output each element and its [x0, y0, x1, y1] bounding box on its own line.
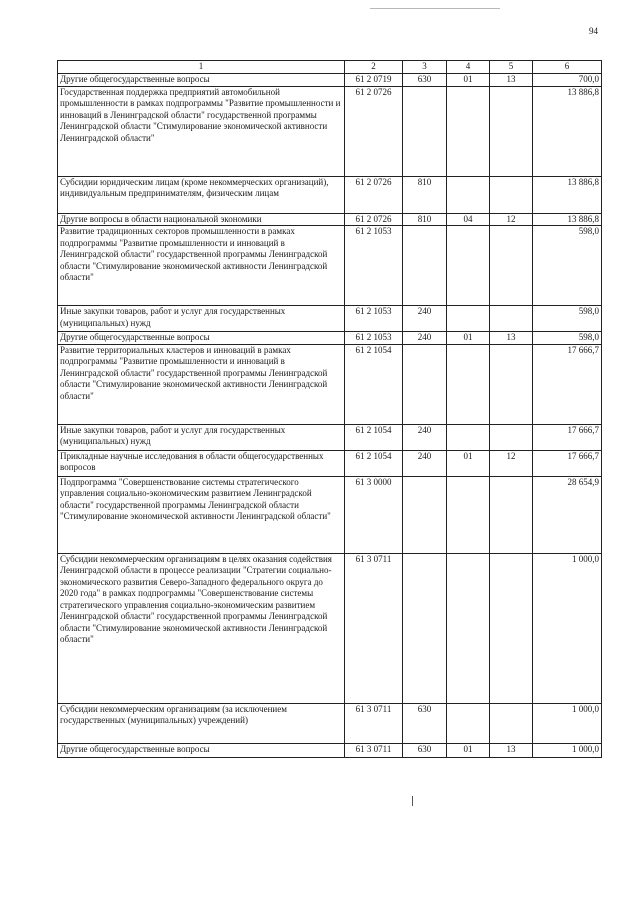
subsection-cell [490, 176, 533, 213]
code-cell: 61 3 0000 [345, 476, 403, 553]
table-row [58, 213, 602, 226]
section-cell [447, 176, 490, 213]
type-cell: 630 [403, 743, 447, 757]
type-cell: 810 [403, 213, 447, 226]
amount-cell: 1 000,0 [533, 553, 602, 703]
table-row [58, 476, 602, 553]
description-cell: Другие вопросы в области национальной экономики [58, 213, 345, 226]
description-cell: Другие общегосударственные вопросы [58, 332, 345, 345]
header-cell: 2 [345, 61, 403, 74]
amount-cell: 13 886,8 [533, 176, 602, 213]
amount-cell: 1 000,0 [533, 743, 602, 757]
type-cell [403, 344, 447, 424]
amount-cell: 598,0 [533, 306, 602, 332]
type-cell: 240 [403, 450, 447, 476]
amount-cell: 598,0 [533, 226, 602, 306]
code-cell: 61 2 0726 [345, 86, 403, 176]
section-cell [447, 553, 490, 703]
type-cell [403, 226, 447, 306]
section-cell: 04 [447, 213, 490, 226]
code-cell: 61 2 1054 [345, 424, 403, 450]
table-row [58, 74, 602, 87]
subsection-cell [490, 86, 533, 176]
table-row [58, 703, 602, 743]
type-cell [403, 86, 447, 176]
section-cell [447, 424, 490, 450]
section-cell [447, 476, 490, 553]
section-cell: 01 [447, 332, 490, 345]
amount-cell: 1 000,0 [533, 703, 602, 743]
subsection-cell: 13 [490, 332, 533, 345]
header-row [58, 61, 602, 74]
type-cell [403, 553, 447, 703]
description-cell: Государственная поддержка предприятий автомобильной промышленности в рамках подпрограммы "Развитие промышленности и инноваций в Ленинградской области" государственной программы Ленинградской области "Стимулирование экономической активности Ленинградской области" [58, 86, 345, 176]
header-cell: 6 [533, 61, 602, 74]
description-cell: Иные закупки товаров, работ и услуг для государственных (муниципальных) нужд [58, 424, 345, 450]
description-cell: Субсидии юридическим лицам (кроме некоммерческих организаций), индивидуальным предпринимателям, физическим лицам [58, 176, 345, 213]
amount-cell: 700,0 [533, 74, 602, 87]
description-cell: Субсидии некоммерческим организациям в целях оказания содействия Ленинградской области в процессе реализации "Стратегии социально-экономического развития Северо-Западного федерального округа до 2020 года" в рамках подпрограммы "Совершенствование системы стратегического управления социально-экономическим развитием Ленинградской области" государственной программы Ленинградской области "Стимулирование экономической активности Ленинградской области" [58, 553, 345, 703]
table-row [58, 424, 602, 450]
description-cell: Другие общегосударственные вопросы [58, 743, 345, 757]
code-cell: 61 2 0719 [345, 74, 403, 87]
type-cell: 630 [403, 703, 447, 743]
type-cell: 240 [403, 306, 447, 332]
section-cell [447, 86, 490, 176]
amount-cell: 17 666,7 [533, 344, 602, 424]
code-cell: 61 2 1054 [345, 450, 403, 476]
section-cell: 01 [447, 743, 490, 757]
section-cell: 01 [447, 450, 490, 476]
amount-cell: 13 886,8 [533, 86, 602, 176]
header-cell: 4 [447, 61, 490, 74]
code-cell: 61 2 0726 [345, 176, 403, 213]
table-row [58, 86, 602, 176]
subsection-cell [490, 306, 533, 332]
subsection-cell: 12 [490, 450, 533, 476]
subsection-cell [490, 344, 533, 424]
code-cell: 61 3 0711 [345, 553, 403, 703]
subsection-cell: 13 [490, 743, 533, 757]
amount-cell: 28 654,9 [533, 476, 602, 553]
table-row [58, 553, 602, 703]
top-rule [370, 8, 500, 9]
type-cell: 240 [403, 332, 447, 345]
table-row [58, 743, 602, 757]
amount-cell: 13 886,8 [533, 213, 602, 226]
subsection-cell [490, 703, 533, 743]
code-cell: 61 3 0711 [345, 703, 403, 743]
description-cell: Другие общегосударственные вопросы [58, 74, 345, 87]
type-cell: 240 [403, 424, 447, 450]
page-number: 94 [589, 26, 598, 36]
code-cell: 61 3 0711 [345, 743, 403, 757]
subsection-cell [490, 424, 533, 450]
code-cell: 61 2 1053 [345, 306, 403, 332]
header-cell: 1 [58, 61, 345, 74]
subsection-cell: 13 [490, 74, 533, 87]
description-cell: Прикладные научные исследования в области общегосударственных вопросов [58, 450, 345, 476]
subsection-cell: 12 [490, 213, 533, 226]
amount-cell: 17 666,7 [533, 424, 602, 450]
header-cell: 5 [490, 61, 533, 74]
section-cell [447, 306, 490, 332]
code-cell: 61 2 1053 [345, 226, 403, 306]
margin-mark [412, 796, 413, 806]
subsection-cell [490, 226, 533, 306]
table-row [58, 226, 602, 306]
table-row [58, 176, 602, 213]
section-cell [447, 344, 490, 424]
section-cell [447, 226, 490, 306]
type-cell [403, 476, 447, 553]
subsection-cell [490, 553, 533, 703]
section-cell [447, 703, 490, 743]
section-cell: 01 [447, 74, 490, 87]
header-cell: 3 [403, 61, 447, 74]
description-cell: Иные закупки товаров, работ и услуг для государственных (муниципальных) нужд [58, 306, 345, 332]
table-row [58, 450, 602, 476]
code-cell: 61 2 0726 [345, 213, 403, 226]
subsection-cell [490, 476, 533, 553]
description-cell: Субсидии некоммерческим организациям (за исключением государственных (муниципальных) учреждений) [58, 703, 345, 743]
type-cell: 630 [403, 74, 447, 87]
table-row [58, 344, 602, 424]
code-cell: 61 2 1054 [345, 344, 403, 424]
amount-cell: 17 666,7 [533, 450, 602, 476]
budget-table [57, 60, 602, 758]
type-cell: 810 [403, 176, 447, 213]
code-cell: 61 2 1053 [345, 332, 403, 345]
description-cell: Развитие традиционных секторов промышленности в рамках подпрограммы "Развитие промышленности и инноваций в Ленинградской области" государственной программы Ленинградской области "Стимулирование экономической активности Ленинградской области" [58, 226, 345, 306]
description-cell: Развитие территориальных кластеров и инноваций в рамках подпрограммы "Развитие промышленности и инноваций в Ленинградской области" государственной программы Ленинградской области "Стимулирование экономической активности Ленинградской области" [58, 344, 345, 424]
table-row [58, 306, 602, 332]
table-row [58, 332, 602, 345]
description-cell: Подпрограмма "Совершенствование системы стратегического управления социально-экономическим развитием Ленинградской области" государственной программы Ленинградской области "Стимулирование экономической активности Ленинградской области" [58, 476, 345, 553]
amount-cell: 598,0 [533, 332, 602, 345]
